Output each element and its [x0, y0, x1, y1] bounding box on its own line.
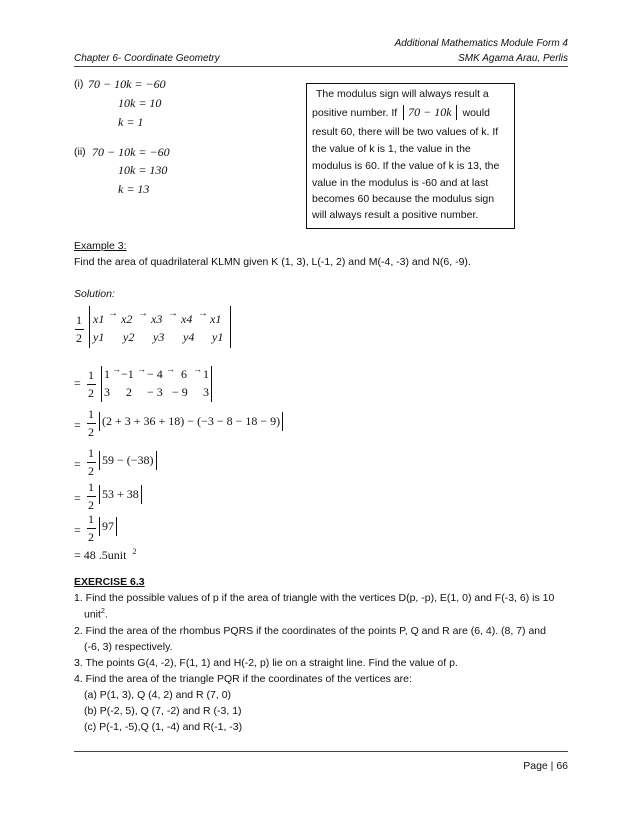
- det-right-bar: [230, 306, 231, 348]
- half-bar-5: [87, 496, 96, 497]
- note-line-2-post: would: [462, 107, 490, 119]
- val-top-2: −1: [121, 367, 134, 381]
- val-bottom-4: − 9: [172, 385, 188, 399]
- equals-1: =: [74, 376, 81, 390]
- equals-4: =: [74, 491, 81, 505]
- note-line-2-pre: positive number. If: [312, 107, 398, 119]
- half-num-3: 1: [88, 407, 94, 421]
- gen-top-4: x4: [181, 312, 193, 326]
- val-bottom-1: 3: [104, 385, 110, 399]
- note-line-5: modulus is 60. If the value of k is 13, the: [312, 160, 500, 172]
- val-top-4: 6: [181, 367, 187, 381]
- example-question: Find the area of quadrilateral KLMN given K (1, 3), L(-1, 2) and M(-4, -3) and N(6, -9).: [74, 256, 471, 268]
- book-title: Additional Mathematics Module Form 4: [394, 38, 568, 49]
- half-numerator: 1: [76, 313, 82, 327]
- note-line-7: becomes 60 because the modulus sign: [312, 193, 495, 205]
- exercise-q1-cont: unit$^2$.: [84, 608, 108, 621]
- val-bottom-5: 3: [203, 385, 209, 399]
- half-num-5: 1: [88, 480, 94, 494]
- arrow-8: →: [193, 364, 202, 374]
- det2-left-bar: [101, 366, 102, 402]
- note-line-4: the value of k is 1, the value in the: [312, 143, 471, 155]
- gen-bottom-4: y4: [183, 330, 195, 344]
- val-bottom-2: 2: [126, 385, 132, 399]
- arrow-5: →: [112, 364, 121, 374]
- chapter-title: Chapter 6- Coordinate Geometry: [74, 53, 220, 64]
- half-num-6: 1: [88, 512, 94, 526]
- val-top-1: 1: [104, 367, 110, 381]
- note-line-2: [312, 105, 490, 120]
- gen-bottom-2: y2: [123, 330, 135, 344]
- half-bar-4: [87, 462, 96, 463]
- half-bar-3: [87, 423, 96, 424]
- equals-5: =: [74, 523, 81, 537]
- part-i-eq1: 70 − 10k = −60: [88, 77, 166, 91]
- gen-top-1: x1: [93, 312, 105, 326]
- note-line-1: The modulus sign will always result a: [316, 88, 489, 100]
- part-ii-eq3: k = 13: [118, 182, 150, 196]
- part-ii-eq1: 70 − 10k = −60: [92, 145, 170, 159]
- val-top-5: 1: [203, 367, 209, 381]
- exercise-title: EXERCISE 6.3: [74, 576, 145, 588]
- half-num-4: 1: [88, 446, 94, 460]
- step4-modulus: 53 + 38: [99, 485, 142, 504]
- part-i-eq3: k = 1: [118, 115, 144, 129]
- exercise-q4b: (b) P(-2, 5), Q (7, -2) and R (-3, 1): [84, 705, 242, 717]
- half-denominator: 2: [76, 331, 82, 345]
- val-top-3: − 4: [147, 367, 163, 381]
- arrow-6: →: [137, 364, 146, 374]
- gen-top-5: x1: [210, 312, 222, 326]
- val-bottom-3: − 3: [147, 385, 163, 399]
- footer-rule: [74, 751, 568, 752]
- page-number: Page | 66: [523, 760, 568, 772]
- half-den-4: 2: [88, 464, 94, 478]
- solution-label: Solution:: [74, 288, 115, 300]
- step3-modulus: 59 − (−38): [99, 451, 157, 470]
- note-line-8: will always result a positive number.: [312, 209, 479, 221]
- exercise-q2-cont: (-6, 3) respectively.: [84, 641, 173, 653]
- exercise-q4: 4. Find the area of the triangle PQR if the coordinates of the vertices are:: [74, 673, 412, 685]
- part-ii-label: (ii): [74, 146, 86, 158]
- note-modulus-expr: [403, 105, 456, 120]
- final-answer: = 48 .5unit $^2$: [74, 547, 137, 562]
- half-bar: [75, 329, 84, 330]
- half-den-3: 2: [88, 425, 94, 439]
- half-den-2: 2: [88, 386, 94, 400]
- example-title: Example 3:: [74, 240, 127, 252]
- exercise-q1: 1. Find the possible values of p if the area of triangle with the vertices D(p, -p), E(1, 0) and F(-3, 6) is 10: [74, 592, 555, 604]
- half-num-2: 1: [88, 368, 94, 382]
- arrow-1: →: [108, 308, 118, 319]
- step2-modulus: (2 + 3 + 36 + 18) − (−3 − 8 − 18 − 9): [99, 412, 283, 431]
- half-bar-6: [87, 528, 96, 529]
- part-ii-eq2: 10k = 130: [118, 163, 168, 177]
- arrow-2: →: [138, 308, 148, 319]
- note-line-3: result 60, there will be two values of k. If: [312, 126, 499, 138]
- part-i-eq2: 10k = 10: [118, 96, 162, 110]
- half-bar-2: [87, 384, 96, 385]
- arrow-4: →: [198, 308, 208, 319]
- arrow-3: →: [168, 308, 178, 319]
- equals-3: =: [74, 457, 81, 471]
- gen-top-3: x3: [151, 312, 163, 326]
- note-line-6: value in the modulus is -60 and at last: [312, 177, 489, 189]
- det-left-bar: [89, 306, 90, 348]
- exercise-q4c: (c) P(-1, -5),Q (1, -4) and R(-1, -3): [84, 721, 243, 733]
- arrow-7: →: [166, 364, 175, 374]
- half-den-6: 2: [88, 530, 94, 544]
- note-line-2-expr: 70 − 10k: [408, 105, 452, 119]
- exercise-q4a: (a) P(1, 3), Q (4, 2) and R (7, 0): [84, 689, 232, 701]
- exercise-q2: 2. Find the area of the rhombus PQRS if the coordinates of the points P, Q and R are (6, 4). (8, 7) and: [74, 625, 546, 637]
- gen-bottom-3: y3: [153, 330, 165, 344]
- header-rule: [74, 66, 568, 67]
- det2-right-bar: [211, 366, 212, 402]
- gen-bottom-5: y1: [212, 330, 224, 344]
- gen-bottom-1: y1: [93, 330, 105, 344]
- half-den-5: 2: [88, 498, 94, 512]
- gen-top-2: x2: [121, 312, 133, 326]
- exercise-q3: 3. The points G(4, -2), F(1, 1) and H(-2, p) lie on a straight line. Find the value of p.: [74, 657, 458, 669]
- equals-2: =: [74, 418, 81, 432]
- school-name: SMK Agama Arau, Perlis: [458, 53, 568, 64]
- part-i-label: (i): [74, 78, 84, 90]
- step5-modulus: 97: [99, 517, 117, 536]
